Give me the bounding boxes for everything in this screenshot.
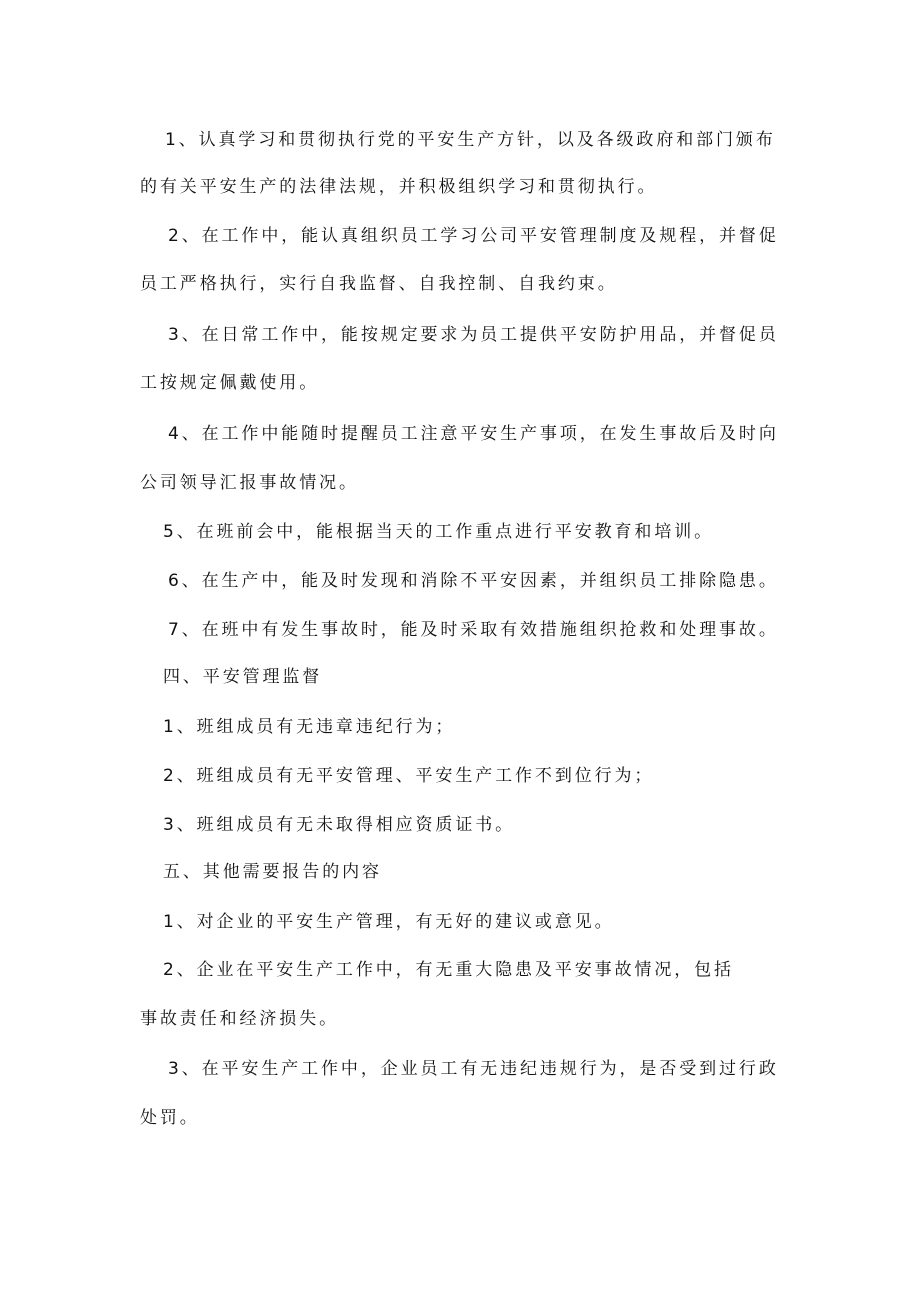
paragraph-line: 7、在班中有发生事故时，能及时采取有效措施组织抢救和处理事故。: [168, 620, 779, 640]
paragraph-line: 3、在日常工作中，能按规定要求为员工提供平安防护用品，并督促员: [168, 325, 779, 345]
paragraph-line: 员工严格执行，实行自我监督、自我控制、自我约束。: [140, 274, 618, 294]
paragraph-line: 2、企业在平安生产工作中，有无重大隐患及平安事故情况，包括: [163, 960, 734, 980]
paragraph-line: 6、在生产中，能及时发现和消除不平安因素，并组织员工排除隐患。: [168, 571, 779, 591]
paragraph-line: 3、班组成员有无未取得相应资质证书。: [163, 815, 516, 835]
paragraph-line: 1、认真学习和贯彻执行党的平安生产方针，以及各级政府和部门颁布: [165, 130, 776, 150]
paragraph-line: 1、班组成员有无违章违纪行为；: [163, 717, 456, 737]
paragraph-line: 2、班组成员有无平安管理、平安生产工作不到位行为；: [163, 766, 655, 786]
paragraph-line: 5、在班前会中，能根据当天的工作重点进行平安教育和培训。: [163, 522, 715, 542]
paragraph-line: 工按规定佩戴使用。: [140, 373, 320, 393]
paragraph-line: 事故责任和经济损失。: [140, 1009, 339, 1029]
paragraph-line: 3、在平安生产工作中，企业员工有无违纪违规行为，是否受到过行政: [168, 1059, 779, 1079]
paragraph-line: 的有关平安生产的法律法规，并积极组织学习和贯彻执行。: [140, 177, 658, 197]
paragraph-line: 处罚。: [140, 1108, 200, 1128]
section-heading: 四、平安管理监督: [163, 667, 323, 687]
paragraph-line: 公司领导汇报事故情况。: [140, 473, 359, 493]
paragraph-line: 4、在工作中能随时提醒员工注意平安生产事项，在发生事故后及时向: [168, 424, 779, 444]
section-heading: 五、其他需要报告的内容: [163, 862, 382, 882]
paragraph-line: 1、对企业的平安生产管理，有无好的建议或意见。: [163, 912, 615, 932]
paragraph-line: 2、在工作中，能认真组织员工学习公司平安管理制度及规程，并督促: [168, 226, 779, 246]
